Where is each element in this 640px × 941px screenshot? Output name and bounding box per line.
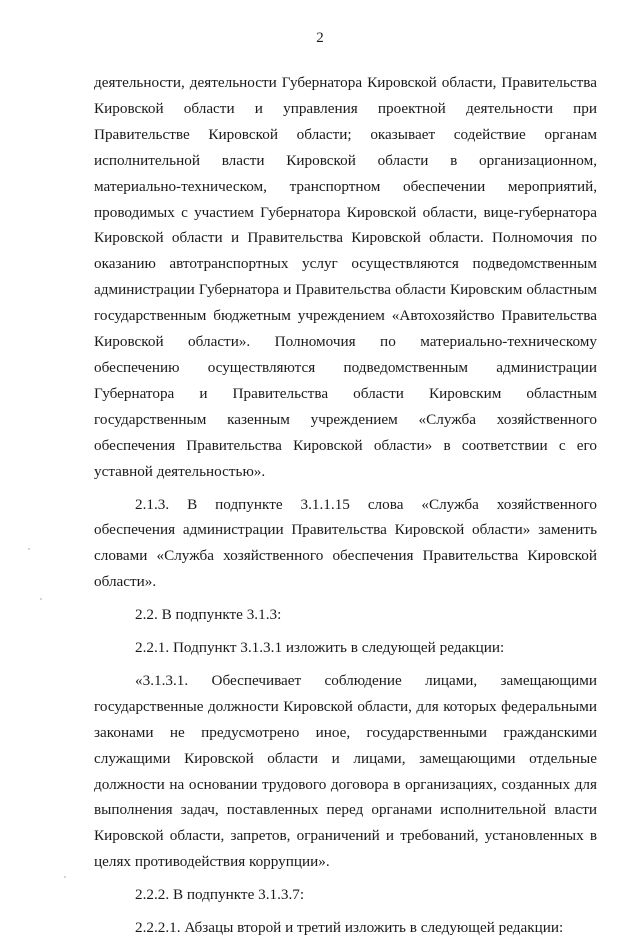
- paragraph-continuation: деятельности, деятельности Губернатора Кировской области, Правительства Кировской области и управления проектной деятельности при Правительстве Кировской области; оказывает содействие органам исполнительной власти Кировской области в организационном, материально-техническом, транспортном обеспечении мероприятий, проводимых с участием Губернатора Кировской области, вице-губернатора Кировской области и Правительства Кировской области. Полномочия по оказанию автотранспортных услуг осуществляются подведомственным администрации Губернатора и Правительства области Кировским областным государственным бюджетным учреждением «Автохозяйство Правительства Кировской области». Полномочия по материально-техническому обеспечению осуществляются подведомственным администрации Губернатора и Правительства области Кировским областным государственным казенным учреждением «Служба хозяйственного обеспечения Правительства Кировской области» в соответствии с его уставной деятельностью».: [94, 74, 597, 480]
- paragraph-2-2-2-1: 2.2.2.1. Абзацы второй и третий изложить в следующей редакции:: [135, 919, 564, 937]
- paragraph-2-2-2: 2.2.2. В подпункте 3.1.3.7:: [135, 886, 305, 904]
- document-body: [94, 70, 597, 941]
- paragraph-2-1-3: 2.1.3. В подпункте 3.1.1.15 слова «Служба хозяйственного обеспечения администрации Правительства Кировской области» заменить словами «Служба хозяйственного обеспечения Правительства Кировской области».: [94, 495, 597, 591]
- page-number: 2: [316, 30, 324, 46]
- scan-speck: [28, 548, 30, 550]
- paragraph-2-2-1: 2.2.1. Подпункт 3.1.3.1 изложить в следующей редакции:: [135, 639, 505, 657]
- paragraph-2-2: 2.2. В подпункте 3.1.3:: [135, 606, 282, 624]
- scan-speck: [40, 598, 42, 600]
- paragraph-3-1-3-1: «3.1.3.1. Обеспечивает соблюдение лицами, замещающими государственные должности Кировской области, для которых федеральными законами не предусмотрено иное, государственными гражданскими служащими Кировской области и лицами, замещающими отдельные должности на основании трудового договора в организациях, созданных для выполнения задач, поставленных перед органами исполнительной власти Кировской области, запретов, ограничений и требований, установленных в целях противодействия коррупции».: [94, 671, 597, 871]
- scan-speck: [64, 876, 66, 878]
